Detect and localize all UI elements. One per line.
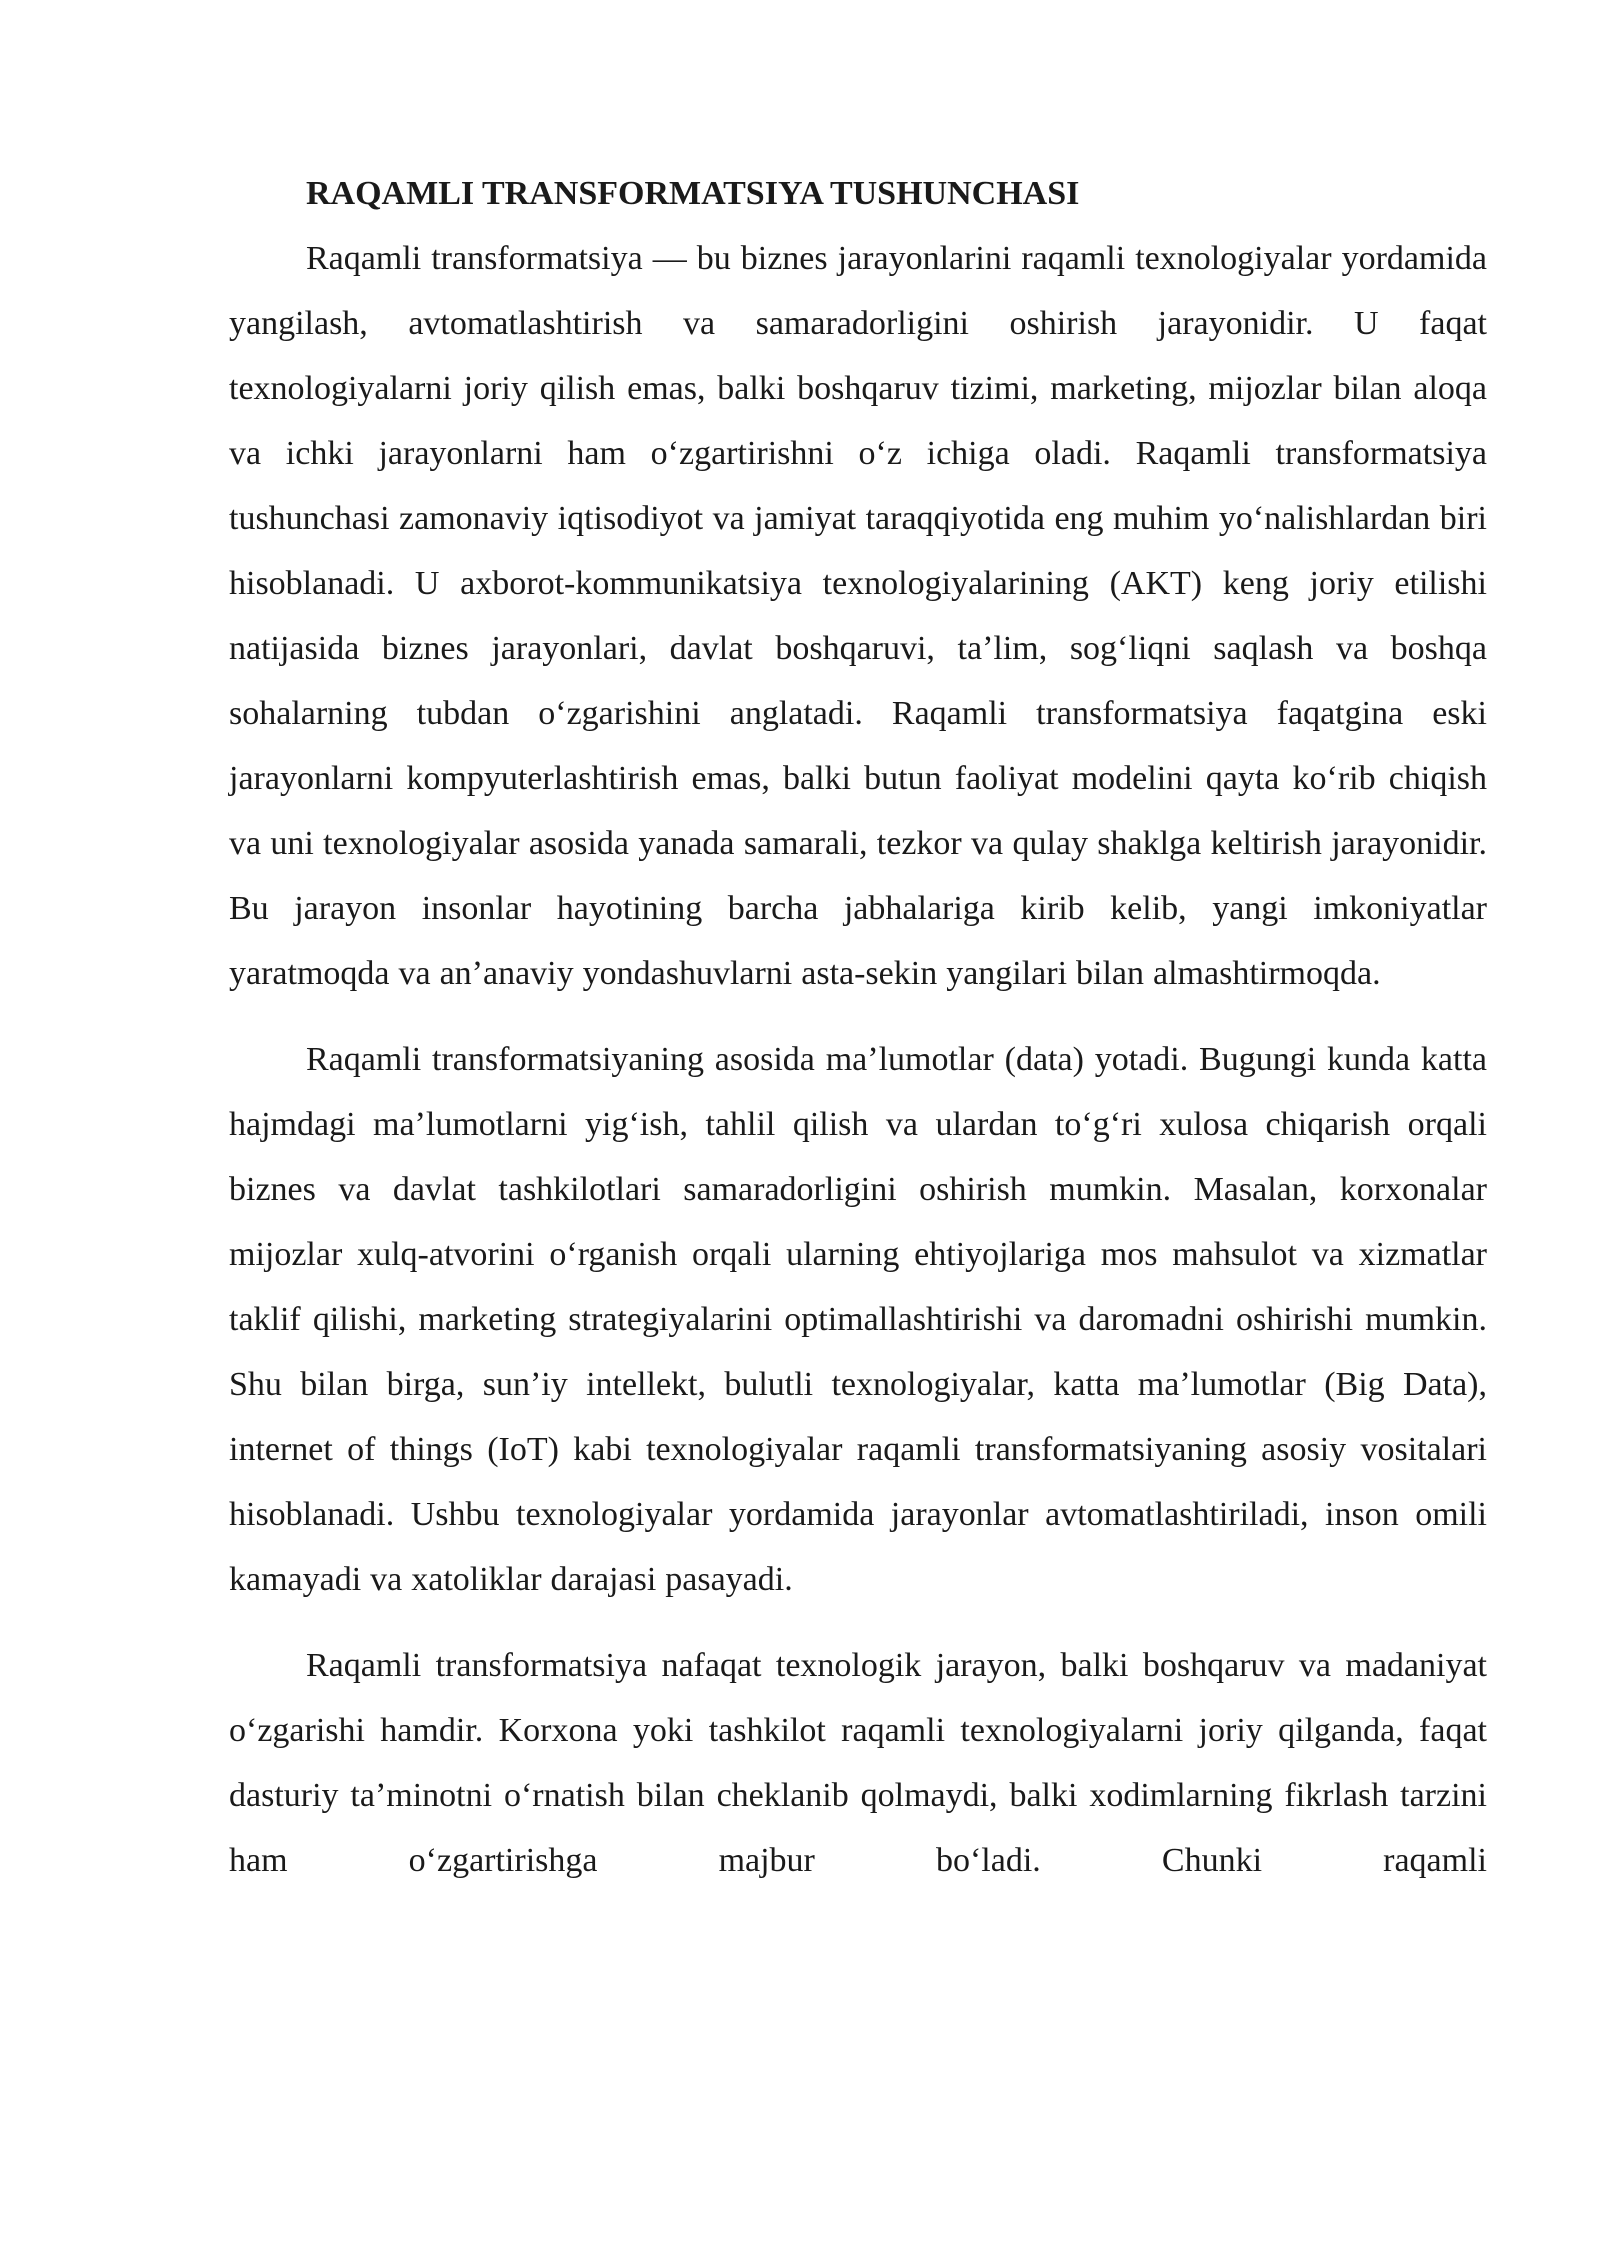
paragraph-2: Raqamli transformatsiyaning asosida maʼlumotlar (data) yotadi. Bugungi kunda katta hajmdagi maʼlumotlarni yigʻish, tahlil qilish va ulardan toʻgʻri xulosa chiqarish orqali biznes va davlat tashkilotlari samaradorligini oshirish mumkin. Masalan, korxonalar mijozlar xulq-atvorini oʻrganish orqali ularning ehtiyojlariga mos mahsulot va xizmatlar taklif qilishi, marketing strategiyalarini optimallashtirishi va daromadni oshirishi mumkin. Shu bilan birga, sunʼiy intellekt, bulutli texnologiyalar, katta maʼlumotlar (Big Data), internet of things (IoT) kabi texnologiyalar raqamli transformatsiyaning asosiy vositalari hisoblanadi. Ushbu texnologiyalar yordamida jarayonlar avtomatlashtiriladi, inson omili kamayadi va xatoliklar darajasi pasayadi. bbox=[229, 1041, 1487, 1598]
document-body bbox=[229, 168, 1487, 1893]
document-title: RAQAMLI TRANSFORMATSIYA TUSHUNCHASI bbox=[306, 175, 1080, 212]
paragraph-1: Raqamli transformatsiya — bu biznes jarayonlarini raqamli texnologiyalar yordamida yangilash, avtomatlashtirish va samaradorligini oshirish jarayonidir. U faqat texnologiyalarni joriy qilish emas, balki boshqaruv tizimi, marketing, mijozlar bilan aloqa va ichki jarayonlarni ham oʻzgartirishni oʻz ichiga oladi. Raqamli transformatsiya tushunchasi zamonaviy iqtisodiyot va jamiyat taraqqiyotida eng muhim yoʻnalishlardan biri hisoblanadi. U axborot-kommunikatsiya texnologiyalarining (AKT) keng joriy etilishi natijasida biznes jarayonlari, davlat boshqaruvi, taʼlim, sogʻliqni saqlash va boshqa sohalarning tubdan oʻzgarishini anglatadi. Raqamli transformatsiya faqatgina eski jarayonlarni kompyuterlashtirish emas, balki butun faoliyat modelini qayta koʻrib chiqish va uni texnologiyalar asosida yanada samarali, tezkor va qulay shaklga keltirish jarayonidir. Bu jarayon insonlar hayotining barcha jabhalariga kirib kelib, yangi imkoniyatlar yaratmoqda va anʼanaviy yondashuvlarni asta-sekin yangilari bilan almashtirmoqda. bbox=[229, 240, 1487, 992]
paragraph-3: Raqamli transformatsiya nafaqat texnologik jarayon, balki boshqaruv va madaniyat oʻzgarishi hamdir. Korxona yoki tashkilot raqamli texnologiyalarni joriy qilganda, faqat dasturiy taʼminotni oʻrnatish bilan cheklanib qolmaydi, balki xodimlarning fikrlash tarzini ham oʻzgartirishga majbur boʻladi. Chunki raqamli bbox=[229, 1647, 1487, 1879]
